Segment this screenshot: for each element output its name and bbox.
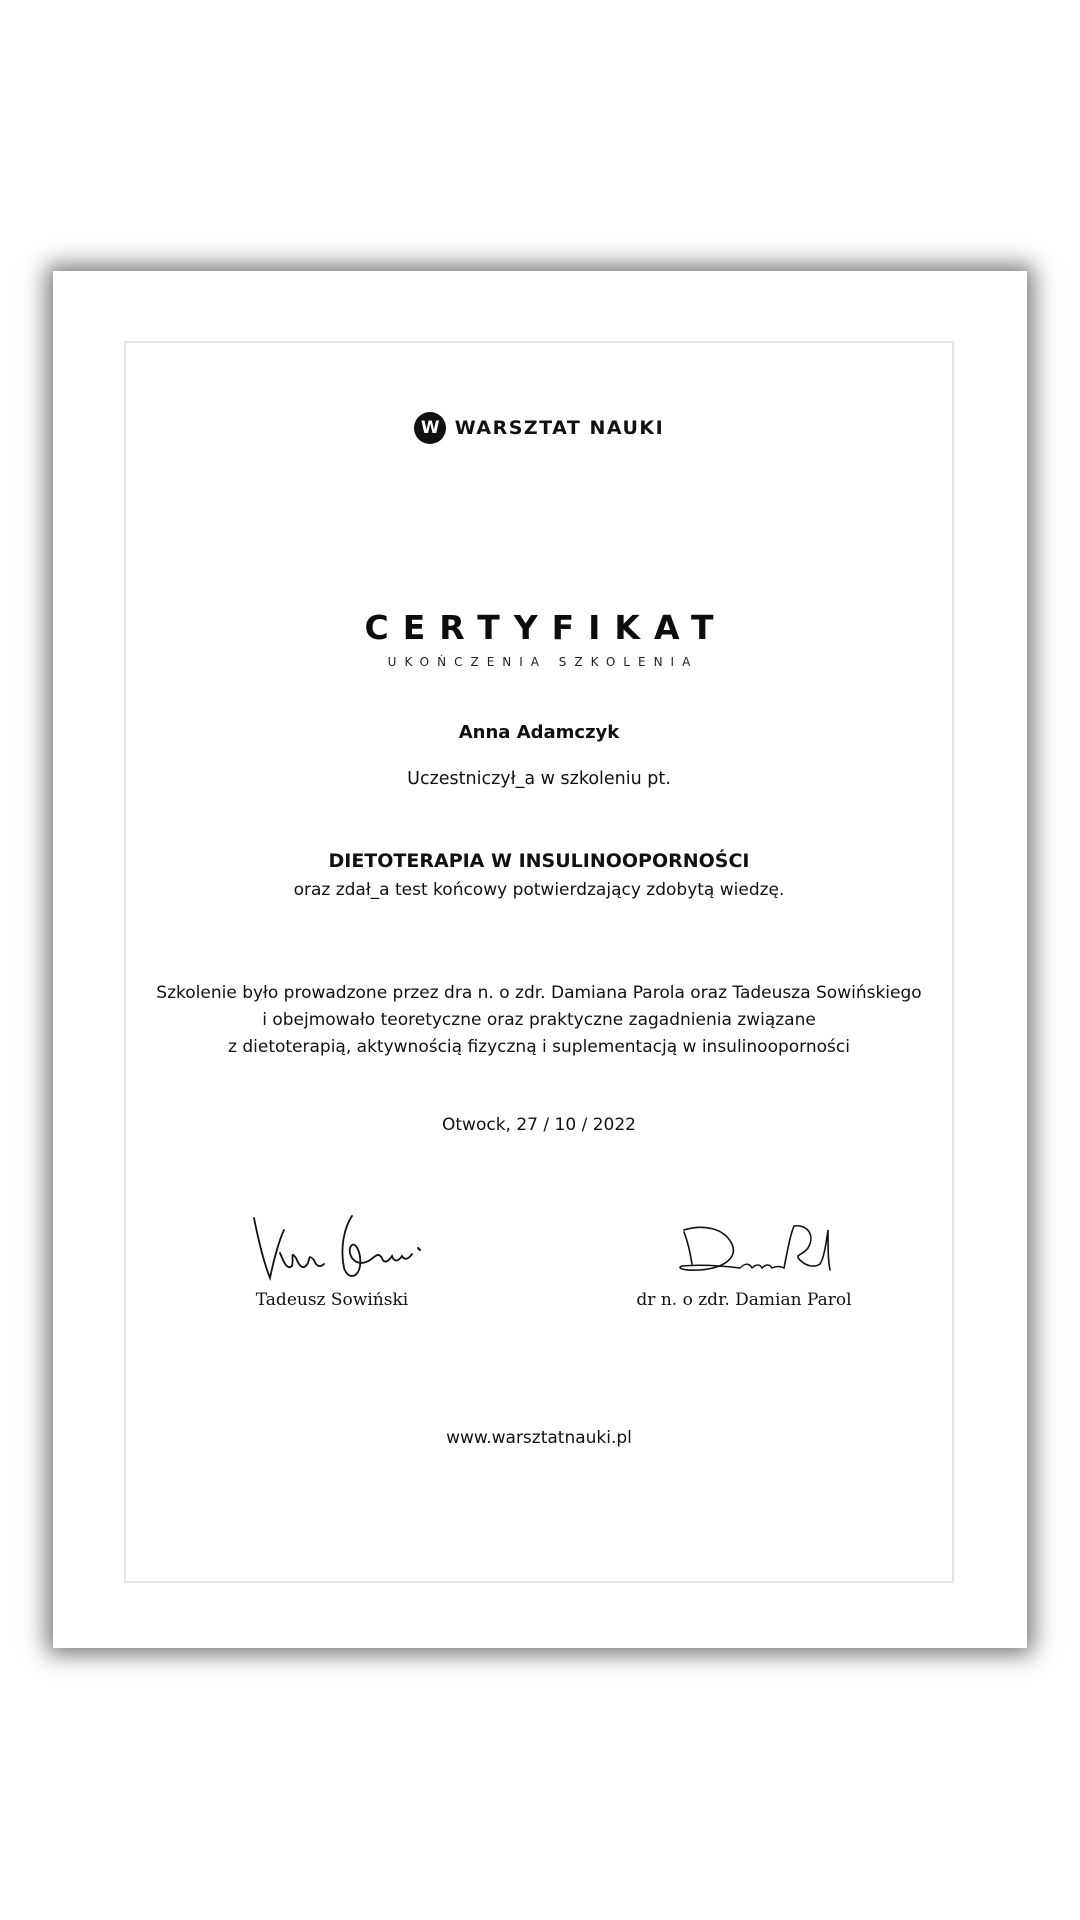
passed-test-text: oraz zdał_a test końcowy potwierdzający zdobytą wiedzę. [293,880,785,900]
description-line: Szkolenie było prowadzone przez dra n. o zdr. Damiana Parola oraz Tadeusza Sowińskiego [156,983,922,1003]
place-and-date: Otwock, 27 / 10 / 2022 [442,1115,636,1135]
handwritten-signature [644,1208,844,1288]
website-link[interactable]: www.warsztatnauki.pl [446,1428,632,1448]
certificate-title: CERTYFIKAT [364,608,728,647]
certificate-subtitle: UKOŃCZENIA SZKOLENIA [387,655,699,669]
signatory-name: Tadeusz Sowiński [255,1290,409,1310]
signature-block-parol [594,1208,894,1310]
signatory-name: dr n. o zdr. Damian Parol [636,1290,852,1310]
description-line: i obejmowało teoretyczne oraz praktyczne zagadnienia związane [262,1010,816,1030]
recipient-name: Anna Adamczyk [458,722,620,743]
signature-block-sowinski [182,1208,482,1310]
description-line: z dietoterapią, aktywnością fizyczną i suplementacją w insulinooporności [228,1037,850,1057]
brand-logo [124,410,954,446]
brand-name: WARSZTAT NAUKI [454,417,665,439]
course-title: DIETOTERAPIA W INSULINOOPORNOŚCI [328,850,750,872]
participation-text: Uczestniczył_a w szkoleniu pt. [407,769,671,789]
handwritten-signature [232,1208,432,1288]
course-description [124,980,954,1061]
brand-logo-mark: W [414,412,446,444]
certificate-border [124,341,954,1583]
